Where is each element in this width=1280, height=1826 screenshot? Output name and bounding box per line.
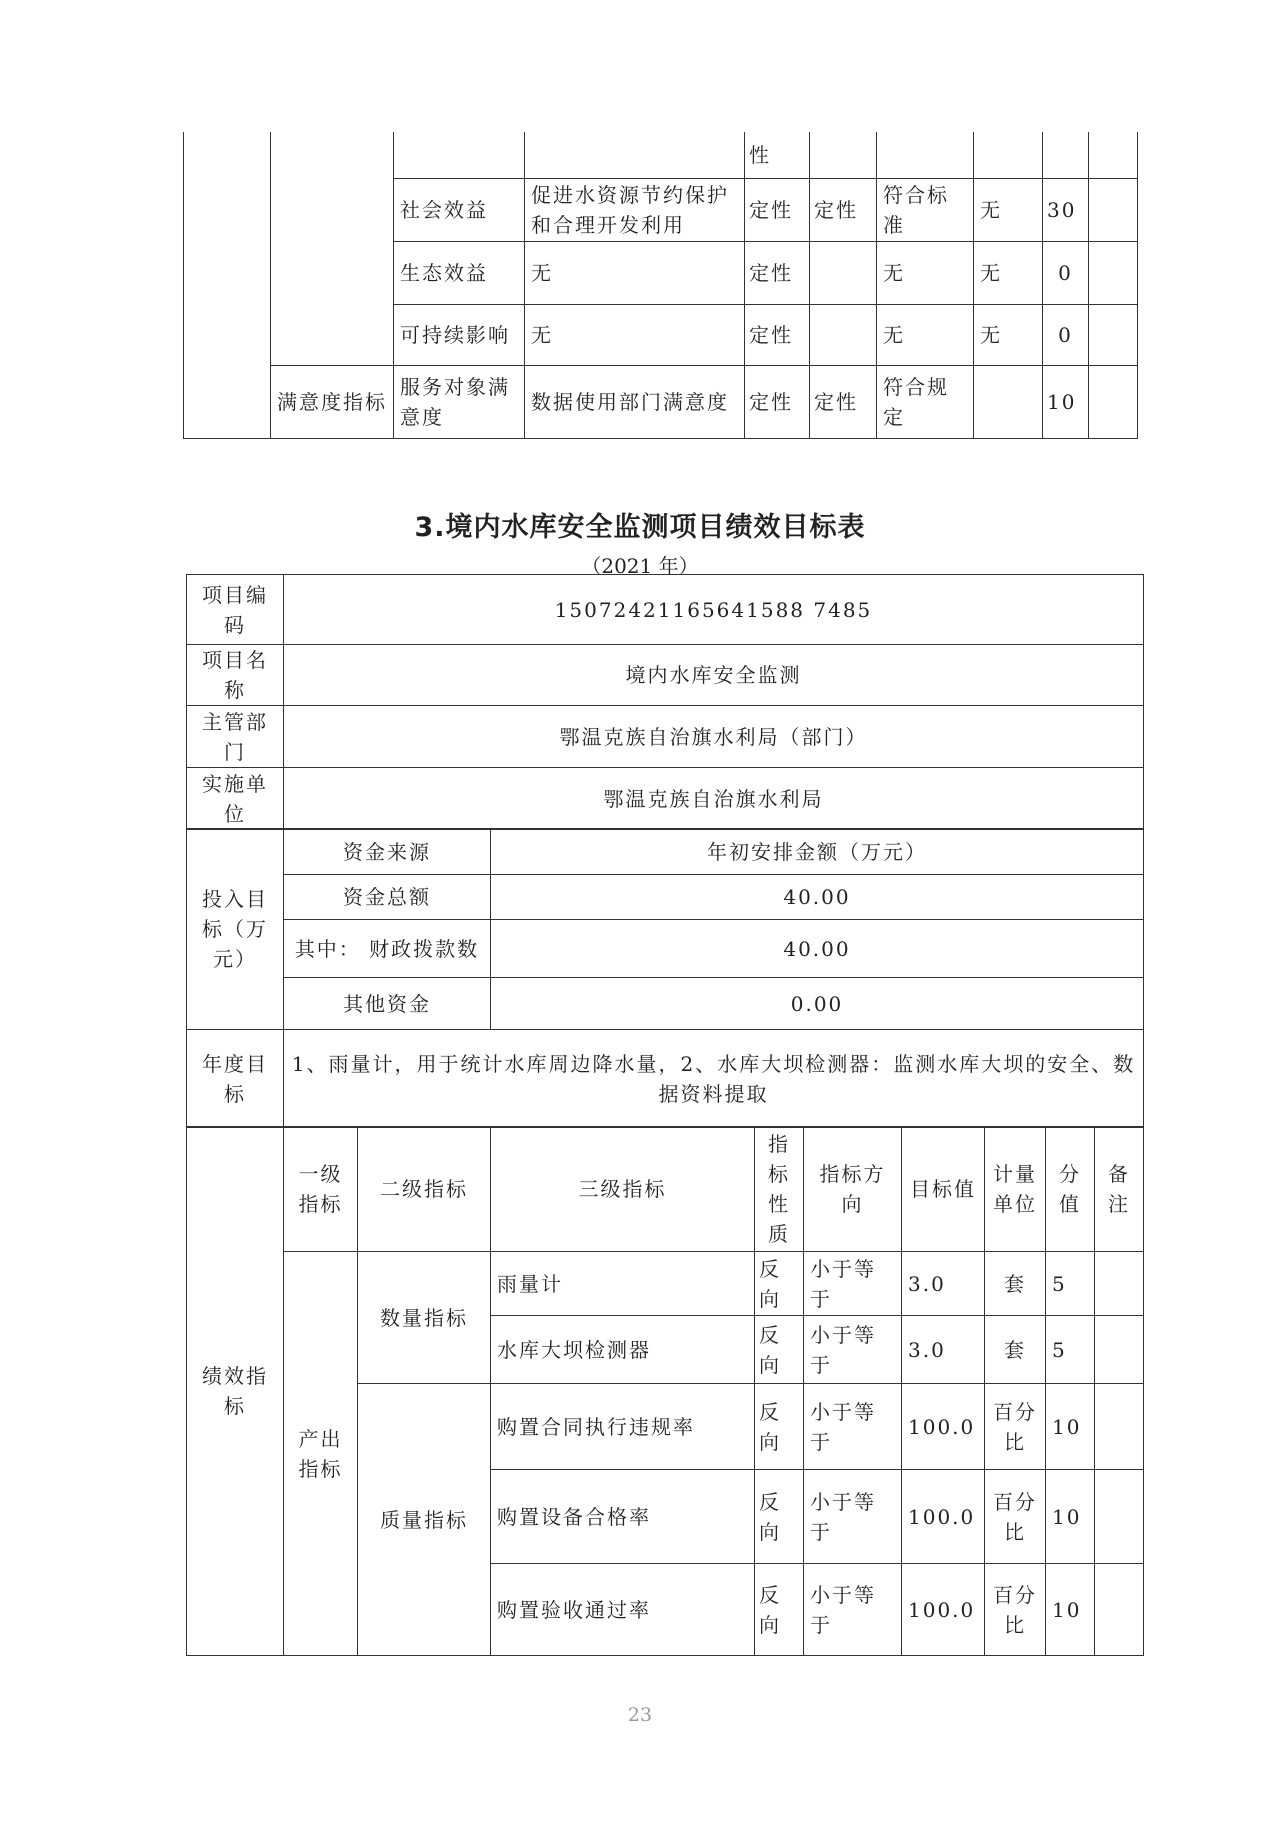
investment-value: 40.00: [491, 920, 1144, 978]
cell-level1: 满意度指标: [271, 365, 394, 438]
performance-label: 绩效指标: [187, 1127, 284, 1656]
header-level2: 二级指标: [358, 1127, 491, 1252]
header-target: 目标值: [902, 1127, 985, 1252]
cell-unit: 百分比: [985, 1470, 1046, 1564]
cell-target: 100.0: [902, 1384, 985, 1470]
cell-unit: 百分比: [985, 1564, 1046, 1656]
cell-target: [877, 132, 974, 178]
cell-direction: 小于等于: [804, 1316, 902, 1384]
investment-value: 年初安排金额（万元）: [491, 829, 1144, 875]
investment-label: 投入目标（万元）: [187, 829, 284, 1030]
cell-note: [1089, 241, 1138, 304]
cell-score: 30: [1043, 178, 1089, 241]
cell-direction: 小于等于: [804, 1564, 902, 1656]
cell-empty: [184, 132, 271, 438]
cell-score: 10: [1046, 1384, 1095, 1470]
cell-level3: 购置合同执行违规率: [491, 1384, 755, 1470]
cell-direction: 小于等于: [804, 1384, 902, 1470]
cell-score: 0: [1043, 241, 1089, 304]
cell-direction: 小于等于: [804, 1252, 902, 1316]
cell-level3: 促进水资源节约保护和合理开发利用: [525, 178, 745, 241]
annual-goal-value: 1、雨量计，用于统计水库周边降水量，2、水库大坝检测器：监测水库大坝的安全、数据资料提取: [284, 1030, 1144, 1128]
table-header-row: [187, 1127, 1144, 1252]
info-label: 项目名称: [187, 645, 284, 706]
cell-nature: 反向: [755, 1252, 804, 1316]
table-year: （2021 年）: [581, 554, 699, 578]
cell-nature: 定性: [745, 304, 810, 365]
cell-score: 5: [1046, 1316, 1095, 1384]
annual-goal-label: 年度目标: [187, 1030, 284, 1128]
performance-table: [186, 1126, 1144, 1656]
cell-nature: 反向: [755, 1384, 804, 1470]
cell-direction: [810, 132, 877, 178]
cell-nature: 定性: [745, 365, 810, 438]
cell-level3: 数据使用部门满意度: [525, 365, 745, 438]
cell-empty: [271, 132, 394, 365]
project-info-table: [186, 574, 1144, 830]
cell-target: 3.0: [902, 1252, 985, 1316]
table-row: [187, 920, 1144, 978]
investment-value: 40.00: [491, 875, 1144, 920]
cell-target: 符合规定: [877, 365, 974, 438]
cell-score: 10: [1046, 1470, 1095, 1564]
cell-note: [1095, 1384, 1144, 1470]
investment-table: [186, 828, 1144, 1030]
table-row: [187, 1030, 1144, 1128]
cell-nature: 反向: [755, 1316, 804, 1384]
cell-note: [1095, 1252, 1144, 1316]
cell-note: [1095, 1316, 1144, 1384]
cell-level3: 购置验收通过率: [491, 1564, 755, 1656]
cell-score: 5: [1046, 1252, 1095, 1316]
info-label: 实施单位: [187, 768, 284, 830]
info-value: 境内水库安全监测: [284, 645, 1144, 706]
cell-level3: 购置设备合格率: [491, 1470, 755, 1564]
header-level1: 一级指标: [284, 1127, 358, 1252]
header-direction: 指标方向: [804, 1127, 902, 1252]
cell-score: 0: [1043, 304, 1089, 365]
cell-level3: 无: [525, 304, 745, 365]
cell-unit: 套: [985, 1252, 1046, 1316]
table-row: [187, 829, 1144, 875]
table-row: [187, 875, 1144, 920]
cell-note: [1095, 1470, 1144, 1564]
cell-level3: 无: [525, 241, 745, 304]
top-indicator-table-continued: [183, 132, 1138, 439]
cell-note: [1089, 365, 1138, 438]
cell-unit: 无: [974, 178, 1043, 241]
cell-level1: 产出指标: [284, 1252, 358, 1656]
header-unit: 计量单位: [985, 1127, 1046, 1252]
cell-level2: 可持续影响: [394, 304, 525, 365]
cell-direction: 小于等于: [804, 1470, 902, 1564]
info-label: 主管部门: [187, 706, 284, 768]
cell-note: [1089, 178, 1138, 241]
info-value: 鄂温克族自治旗水利局: [284, 768, 1144, 830]
cell-target: 无: [877, 304, 974, 365]
cell-note: [1089, 132, 1138, 178]
info-value: 15072421165641588 7485: [284, 575, 1144, 645]
cell-target: 100.0: [902, 1470, 985, 1564]
table-row: [187, 645, 1144, 706]
cell-unit: 套: [985, 1316, 1046, 1384]
cell-target: 3.0: [902, 1316, 985, 1384]
cell-score: 10: [1043, 365, 1089, 438]
cell-direction: [810, 241, 877, 304]
info-value: 鄂温克族自治旗水利局（部门）: [284, 706, 1144, 768]
cell-level2: 质量指标: [358, 1384, 491, 1656]
table-row: [187, 706, 1144, 768]
cell-score: [1043, 132, 1089, 178]
cell-target: 100.0: [902, 1564, 985, 1656]
cell-unit: [974, 365, 1043, 438]
table-row: [184, 132, 1138, 178]
page-number: 23: [627, 1704, 653, 1726]
table-row-satisfaction: [184, 365, 1138, 438]
cell-direction: 定性: [810, 365, 877, 438]
cell-level2: 数量指标: [358, 1252, 491, 1384]
cell-direction: [810, 304, 877, 365]
table-row: [187, 978, 1144, 1030]
cell-score: 10: [1046, 1564, 1095, 1656]
cell-level3: 水库大坝检测器: [491, 1316, 755, 1384]
table-row: [187, 768, 1144, 830]
investment-key: 资金总额: [284, 875, 491, 920]
table-row: [187, 575, 1144, 645]
investment-key: 资金来源: [284, 829, 491, 875]
cell-nature: 反向: [755, 1564, 804, 1656]
header-nature: 指标性质: [755, 1127, 804, 1252]
cell-nature: 反向: [755, 1470, 804, 1564]
header-score: 分值: [1046, 1127, 1095, 1252]
investment-value: 0.00: [491, 978, 1144, 1030]
cell-level2: 生态效益: [394, 241, 525, 304]
cell-level2: 社会效益: [394, 178, 525, 241]
cell-level3: [525, 132, 745, 178]
cell-direction: 定性: [810, 178, 877, 241]
cell-nature: 定性: [745, 178, 810, 241]
cell-nature: 性: [745, 132, 810, 178]
annual-goal-table: [186, 1029, 1144, 1128]
cell-level3: 雨量计: [491, 1252, 755, 1316]
table-row: [187, 1252, 1144, 1316]
cell-unit: 百分比: [985, 1384, 1046, 1470]
cell-note: [1095, 1564, 1144, 1656]
header-level3: 三级指标: [491, 1127, 755, 1252]
cell-target: 符合标准: [877, 178, 974, 241]
investment-key: 其中： 财政拨款数: [284, 920, 491, 978]
cell-unit: [974, 132, 1043, 178]
header-note: 备注: [1095, 1127, 1144, 1252]
cell-note: [1089, 304, 1138, 365]
investment-key: 其他资金: [284, 978, 491, 1030]
cell-level2: [394, 132, 525, 178]
cell-unit: 无: [974, 304, 1043, 365]
table-title: 3.境内水库安全监测项目绩效目标表: [414, 512, 866, 543]
cell-unit: 无: [974, 241, 1043, 304]
cell-level2: 服务对象满意度: [394, 365, 525, 438]
cell-target: 无: [877, 241, 974, 304]
cell-nature: 定性: [745, 241, 810, 304]
info-label: 项目编码: [187, 575, 284, 645]
